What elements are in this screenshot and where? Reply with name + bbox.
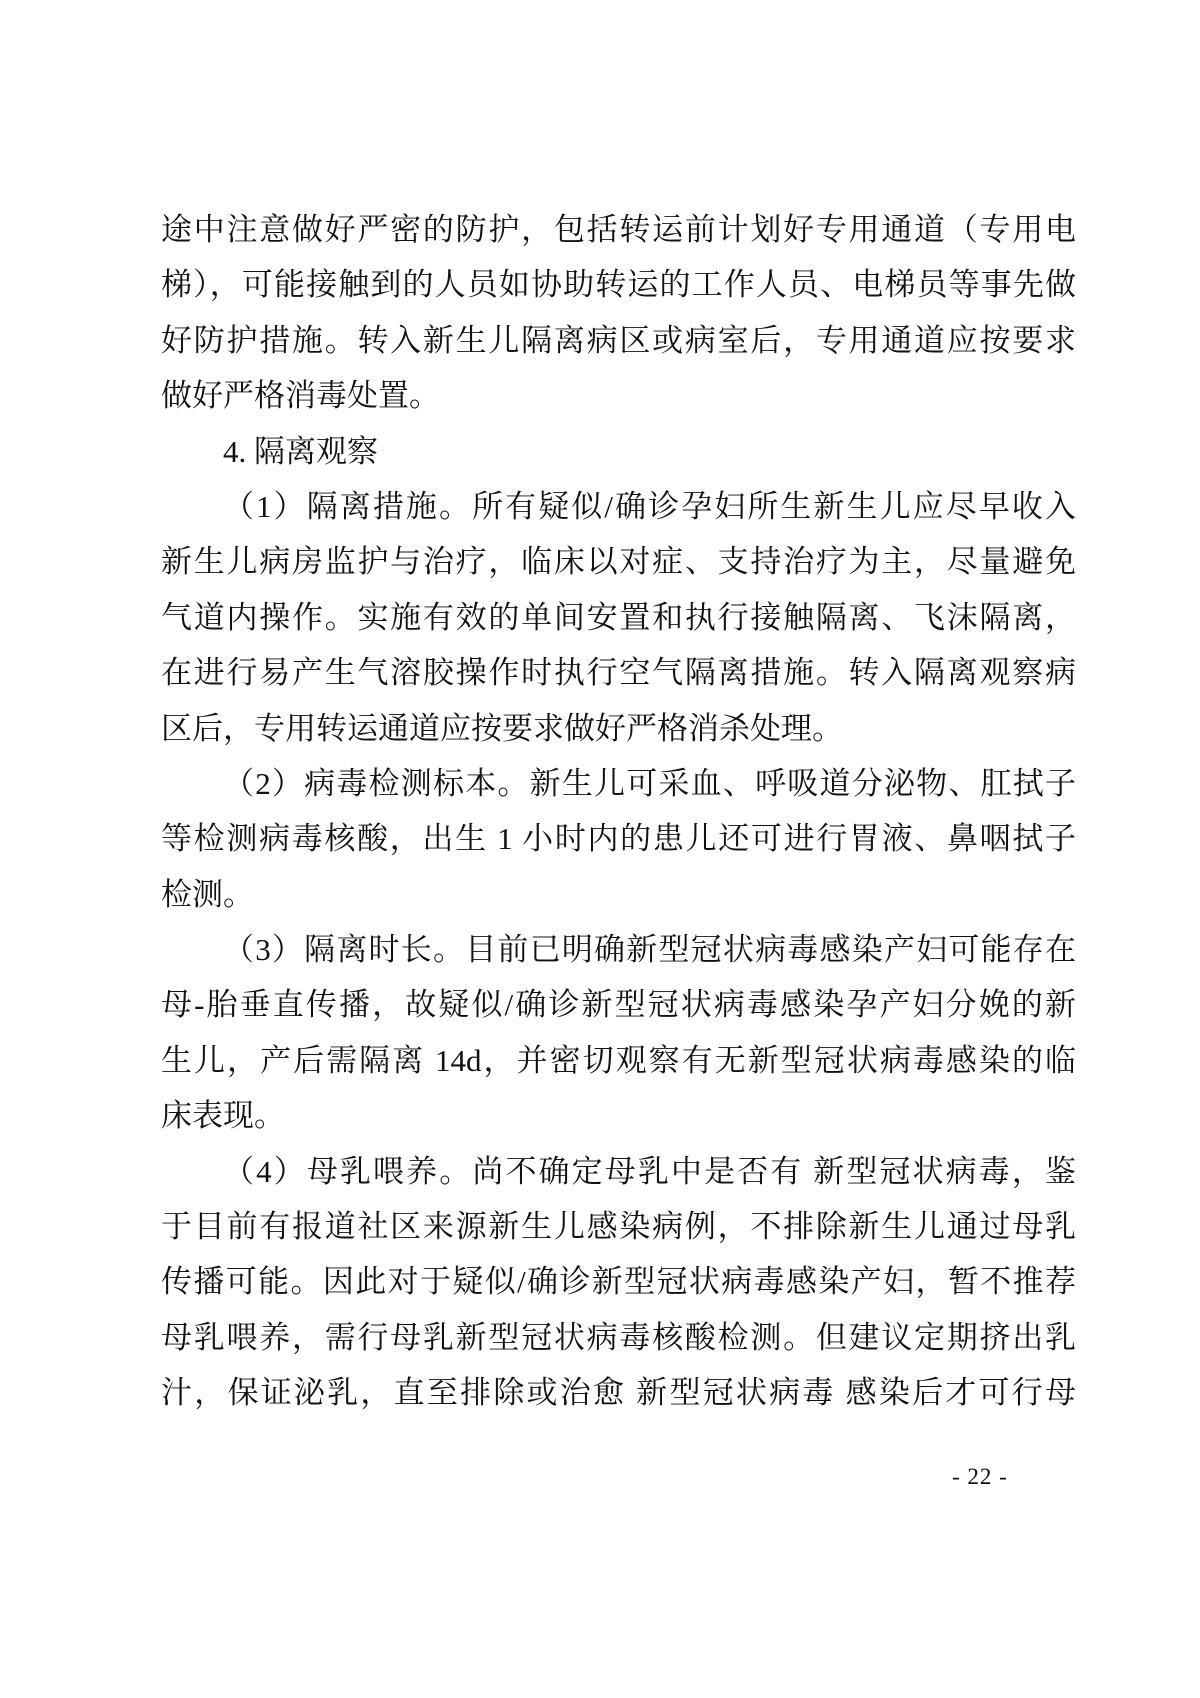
text-line: 母-胎垂直传播，故疑似/确诊新型冠状病毒感染孕产妇分娩的新 (161, 987, 1076, 1023)
text-line: 好防护措施。转入新生儿隔离病区或病室后，专用通道应按要求 (161, 322, 1076, 358)
paragraph-virus-samples (161, 756, 1076, 922)
text-line: 新生儿病房监护与治疗，临床以对症、支持治疗为主，尽量避免 (161, 544, 1076, 580)
text-line: 母乳喂养，需行母乳新型冠状病毒核酸检测。但建议定期挤出乳 (161, 1319, 1076, 1355)
paragraph-isolation-measures (161, 479, 1076, 756)
text-line: 做好严格消毒处置。 (161, 378, 440, 414)
paragraph-isolation-duration (161, 922, 1076, 1144)
page-number: - 22 - (952, 1464, 1008, 1489)
text-line: 生儿，产后需隔离 14d，并密切观察有无新型冠状病毒感染的临 (161, 1042, 1076, 1078)
text-line: 床表现。 (161, 1098, 285, 1134)
text-line: （2）病毒检测标本。新生儿可采血、呼吸道分泌物、肛拭子 (223, 765, 1076, 801)
text-line: （1）隔离措施。所有疑似/确诊孕妇所生新生儿应尽早收入 (223, 488, 1076, 524)
text-line: 在进行易产生气溶胶操作时执行空气隔离措施。转入隔离观察病 (161, 655, 1076, 691)
paragraph-breastfeeding (161, 1144, 1076, 1421)
text-line: 传播可能。因此对于疑似/确诊新型冠状病毒感染产妇，暂不推荐 (161, 1264, 1076, 1300)
section-heading (161, 424, 1076, 479)
document-body (161, 202, 1076, 1421)
text-line: 检测。 (161, 876, 254, 912)
text-line: 等检测病毒核酸，出生 1 小时内的患儿还可进行胃液、鼻咽拭子 (161, 821, 1076, 857)
section-heading-text: 4. 隔离观察 (223, 433, 378, 469)
text-line: 汁，保证泌乳，直至排除或治愈 新型冠状病毒 感染后才可行母 (161, 1375, 1076, 1411)
text-line: （3）隔离时长。目前已明确新型冠状病毒感染产妇可能存在 (223, 932, 1076, 968)
text-line: 途中注意做好严密的防护，包括转运前计划好专用通道（专用电 (161, 212, 1076, 247)
text-line: （4）母乳喂养。尚不确定母乳中是否有 新型冠状病毒，鉴 (223, 1153, 1076, 1189)
text-line: 于目前有报道社区来源新生儿感染病例，不排除新生儿通过母乳 (161, 1209, 1076, 1245)
text-line: 气道内操作。实施有效的单间安置和执行接触隔离、飞沫隔离， (161, 599, 1076, 635)
text-line: 梯），可能接触到的人员如协助转运的工作人员、电梯员等事先做 (161, 267, 1076, 303)
text-line: 区后，专用转运通道应按要求做好严格消杀处理。 (161, 710, 843, 746)
paragraph-continuation (161, 202, 1076, 424)
